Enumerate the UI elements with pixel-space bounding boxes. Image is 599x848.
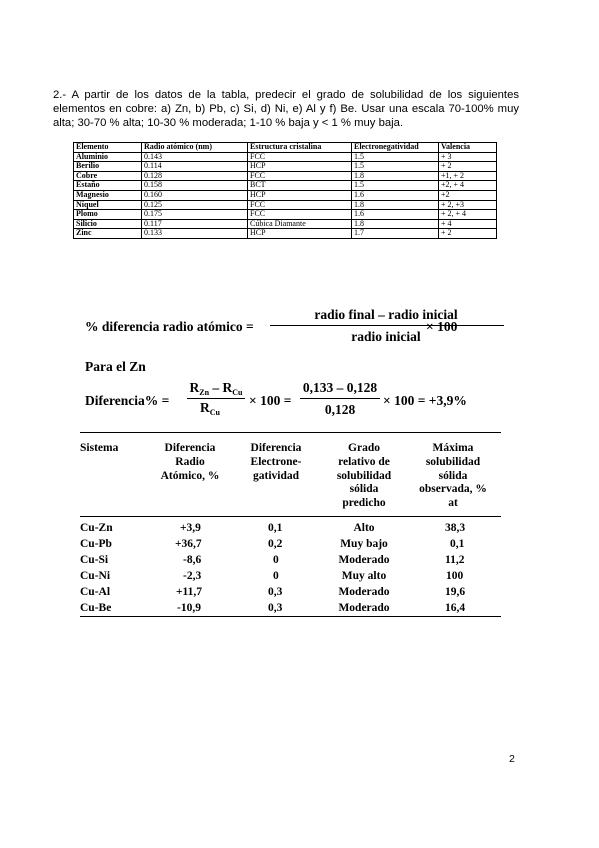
col-header-elemento: Elemento	[74, 143, 142, 153]
header-line: Sistema	[80, 442, 119, 454]
cell-estructura: HCP	[248, 190, 352, 200]
cell-diferencia-electronegatividad: 0	[273, 570, 279, 582]
table-row	[74, 152, 497, 162]
cell-sistema: Cu-Be	[80, 602, 112, 614]
cell-elemento: Berilio	[74, 162, 142, 172]
formula-multiplier: × 100 =	[249, 393, 292, 408]
cell-estructura: HCP	[248, 229, 352, 239]
cell-grado: Alto	[353, 522, 375, 534]
cell-elemento: Silicio	[74, 219, 142, 229]
question-text: 2.- A partir de los datos de la tabla, predecir el grado de solubilidad de los siguientes elementos en cobre: a) Zn, b) Pb, c) Si, d) Ni, e) Al y f) Be. Usar una escala 70-100% muy alta; 30-70 % alta; 10-30 % moderada; 1-10 % baja y < 1 % muy baja.	[53, 89, 519, 129]
symbolic-numerator	[185, 380, 247, 397]
cell-estructura: FCC	[248, 171, 352, 181]
cell-radio: 0.143	[142, 152, 248, 162]
cell-sistema: Cu-Zn	[80, 522, 113, 534]
header-line: predicho	[342, 497, 386, 510]
cell-sistema: Cu-Ni	[80, 570, 111, 582]
cell-maxima: 16,4	[445, 602, 466, 614]
cell-estructura: FCC	[248, 152, 352, 162]
cell-sistema: Cu-Si	[80, 554, 109, 566]
header-line: at	[448, 497, 458, 510]
cell-sistema: Cu-Pb	[80, 538, 112, 550]
cell-diferencia-electronegatividad: 0,2	[268, 538, 283, 550]
cell-diferencia-radio: -10,9	[177, 602, 201, 614]
cell-grado: Moderado	[338, 554, 390, 566]
numeric-denominator: 0,128	[324, 402, 356, 417]
formula-denominator: radio inicial	[351, 329, 421, 344]
cell-elemento: Zinc	[74, 229, 142, 239]
zn-calculation-formula	[85, 378, 505, 428]
header-diferencia-radio	[152, 442, 228, 483]
table-bottom-rule	[80, 616, 501, 617]
cell-electronegatividad: 1.5	[352, 152, 439, 162]
zn-subscript: Zn	[199, 388, 210, 397]
col-header-electronegatividad: Electronegatividad	[352, 143, 439, 153]
cell-diferencia-electronegatividad: 0,3	[268, 586, 283, 598]
minus-sign: –	[209, 380, 223, 395]
table-top-rule	[80, 432, 501, 433]
cell-electronegatividad: 1.5	[352, 181, 439, 191]
table-row	[80, 520, 501, 536]
cell-diferencia-radio: +11,7	[176, 586, 203, 598]
r-symbol: R	[222, 380, 233, 395]
cell-radio: 0.160	[142, 190, 248, 200]
col-header-radio: Radio atómico (nm)	[142, 143, 248, 153]
cell-radio: 0.133	[142, 229, 248, 239]
cell-electronegatividad: 1.7	[352, 229, 439, 239]
header-grado-solubilidad	[324, 442, 404, 511]
cell-electronegatividad: 1.8	[352, 200, 439, 210]
cell-valencia: + 3	[439, 152, 497, 162]
table-row	[74, 162, 497, 172]
table-row	[74, 181, 497, 191]
table-row	[80, 584, 501, 600]
cell-elemento: Cobre	[74, 171, 142, 181]
formula-lhs: % diferencia radio atómico =	[85, 319, 254, 334]
header-line: solubilidad	[425, 455, 481, 468]
header-line: solubilidad	[336, 469, 392, 482]
cell-radio: 0.128	[142, 171, 248, 181]
cell-valencia: +1, + 2	[439, 171, 497, 181]
table-row	[80, 600, 501, 616]
cell-sistema: Cu-Al	[80, 586, 111, 598]
cell-maxima: 11,2	[445, 554, 465, 566]
cell-maxima: 100	[446, 570, 464, 582]
r-symbol: R	[200, 400, 210, 415]
fraction-bar	[187, 398, 245, 399]
cell-estructura: Cúbica Diamante	[248, 219, 352, 229]
cell-valencia: + 2	[439, 229, 497, 239]
zn-section-title: Para el Zn	[85, 359, 146, 374]
cell-grado: Moderado	[338, 586, 390, 598]
cu-subscript: Cu	[209, 408, 220, 417]
cell-grado: Muy bajo	[340, 538, 388, 550]
table-row	[80, 536, 501, 552]
cell-diferencia-radio: -8,6	[183, 554, 202, 566]
cell-elemento: Aluminio	[74, 152, 142, 162]
cell-radio: 0.175	[142, 210, 248, 220]
r-symbol: R	[189, 380, 200, 395]
cell-electronegatividad: 1.5	[352, 162, 439, 172]
cell-maxima: 19,6	[445, 586, 466, 598]
cell-valencia: + 2, +3	[439, 200, 497, 210]
cell-elemento: Plomo	[74, 210, 142, 220]
cell-estructura: FCC	[248, 210, 352, 220]
table-row	[74, 219, 497, 229]
cell-elemento: Níquel	[74, 200, 142, 210]
table-row	[80, 552, 501, 568]
formula-numerator: radio final – radio inicial	[314, 307, 458, 322]
cell-grado: Moderado	[338, 602, 390, 614]
cell-estructura: BCT	[248, 181, 352, 191]
cell-radio: 0.125	[142, 200, 248, 210]
formula-lhs: Diferencia% =	[85, 393, 170, 408]
header-line: observada, %	[419, 483, 487, 496]
cell-elemento: Estaño	[74, 181, 142, 191]
header-line: Grado	[348, 442, 380, 454]
header-sistema	[80, 442, 118, 456]
cell-valencia: + 2, + 4	[439, 210, 497, 220]
cell-diferencia-radio: +36,7	[175, 538, 202, 550]
cell-maxima: 0,1	[450, 538, 465, 550]
solubility-table	[80, 432, 501, 616]
header-line: Diferencia	[250, 442, 302, 454]
table-row	[74, 190, 497, 200]
table-row	[80, 568, 501, 584]
cell-estructura: HCP	[248, 162, 352, 172]
header-line: Radio	[175, 455, 205, 468]
header-line: gatividad	[252, 469, 299, 482]
cell-radio: 0.114	[142, 162, 248, 172]
formula-result: × 100 = +3,9%	[383, 393, 467, 408]
table-header-row	[74, 143, 497, 153]
header-line: sólida	[349, 483, 379, 496]
cell-grado: Muy alto	[341, 570, 387, 582]
header-line: Máxima	[432, 442, 474, 454]
table-row	[74, 200, 497, 210]
cell-diferencia-electronegatividad: 0,3	[268, 602, 283, 614]
fraction-bar	[300, 398, 380, 399]
cell-valencia: + 4	[439, 219, 497, 229]
cell-diferencia-radio: +3,9	[180, 522, 201, 534]
cell-electronegatividad: 1.6	[352, 210, 439, 220]
header-line: Electrone-	[250, 455, 302, 468]
radius-difference-formula	[85, 307, 485, 347]
header-line: sólida	[438, 469, 468, 482]
header-line: Atómico, %	[160, 469, 220, 482]
cell-diferencia-electronegatividad: 0,1	[268, 522, 283, 534]
table-row	[74, 229, 497, 239]
col-header-valencia: Valencia	[439, 143, 497, 153]
header-maxima-solubilidad	[408, 442, 498, 511]
cell-diferencia-radio: -2,3	[183, 570, 202, 582]
page-number: 2	[509, 753, 515, 765]
cell-valencia: +2	[439, 190, 497, 200]
cell-estructura: FCC	[248, 200, 352, 210]
cell-maxima: 38,3	[445, 522, 466, 534]
formula-multiplier: × 100	[426, 319, 458, 334]
cu-subscript: Cu	[232, 388, 243, 397]
cell-electronegatividad: 1.6	[352, 190, 439, 200]
header-bottom-rule	[80, 516, 501, 517]
cell-electronegatividad: 1.8	[352, 219, 439, 229]
cell-diferencia-electronegatividad: 0	[273, 554, 279, 566]
cell-radio: 0.117	[142, 219, 248, 229]
table-row	[74, 210, 497, 220]
fraction-bar	[270, 325, 504, 326]
table-row	[74, 171, 497, 181]
cell-electronegatividad: 1.8	[352, 171, 439, 181]
cell-valencia: + 2	[439, 162, 497, 172]
header-line: relativo de	[338, 455, 390, 468]
cell-valencia: +2, + 4	[439, 181, 497, 191]
numeric-numerator: 0,133 – 0,128	[302, 380, 378, 395]
cell-radio: 0.158	[142, 181, 248, 191]
col-header-estructura: Estructura cristalina	[248, 143, 352, 153]
header-diferencia-electronegatividad	[238, 442, 314, 483]
header-line: Diferencia	[164, 442, 216, 454]
cell-elemento: Magnesio	[74, 190, 142, 200]
symbolic-denominator	[185, 400, 235, 417]
element-properties-table	[73, 142, 497, 239]
